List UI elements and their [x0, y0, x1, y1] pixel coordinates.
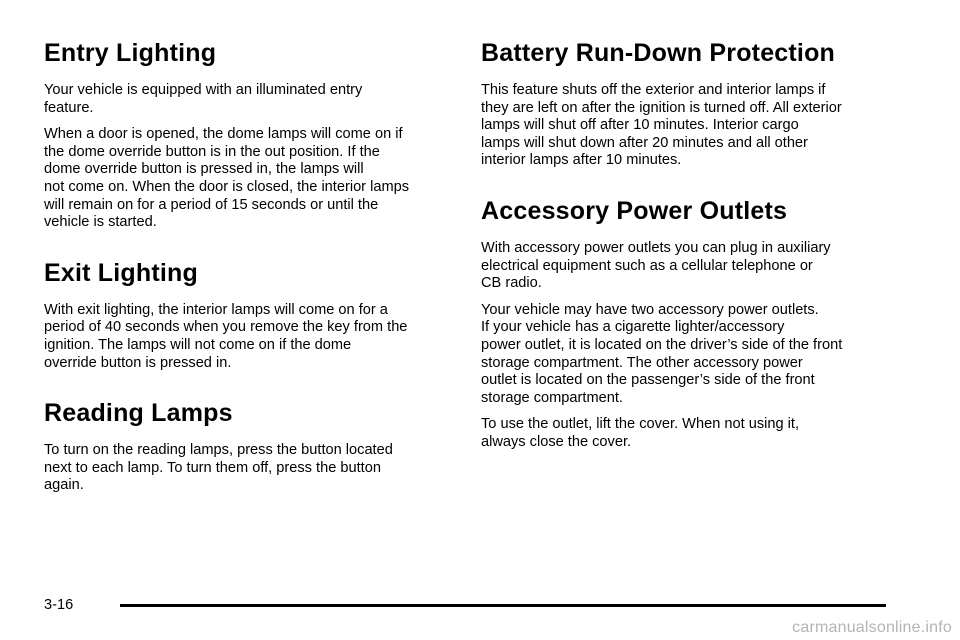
- page-footer: [44, 594, 886, 618]
- section-reading-lamps: [44, 398, 454, 495]
- page-number: 3-16: [44, 597, 74, 613]
- section-heading: Reading Lamps: [44, 399, 233, 428]
- section-entry-lighting: [44, 38, 454, 232]
- paragraph: This feature shuts off the exterior and interior lamps if they are left on after the ignition is turned off. All exterior lamps will shut off after 10 minutes. Interior cargo lamps will shut down after 20 minutes and all other interior lamps after 10 minutes.: [481, 82, 842, 169]
- section-heading: Accessory Power Outlets: [481, 196, 788, 225]
- section-heading: Exit Lighting: [44, 258, 198, 287]
- paragraph: When a door is opened, the dome lamps will come on if the dome override button is in the out position. If the dome override button is pressed in, the lamps will not come on. When the door is closed, the interior lamps will remain on for a period of 15 seconds or until the vehicle is started.: [44, 126, 410, 231]
- section-accessory-power-outlets: [481, 196, 901, 452]
- section-heading: Entry Lighting: [44, 39, 217, 67]
- right-column: [481, 38, 901, 461]
- watermark: carmanualsonline.info: [792, 619, 952, 636]
- section-battery-run-down-protection: [481, 38, 901, 170]
- paragraph: To use the outlet, lift the cover. When not using it, always close the cover.: [481, 416, 799, 450]
- left-column: [44, 38, 454, 504]
- paragraph: With exit lighting, the interior lamps will come on for a period of 40 seconds when you remove the key from the ignition. The lamps will not come on if the dome override button is pressed in.: [44, 301, 408, 371]
- paragraph: Your vehicle may have two accessory power outlets. If your vehicle has a cigarette lighter/accessory power outlet, it is located on the driver’s side of the front storage compartment. The other accessory power outlet is located on the passenger’s side of the front storage compartment.: [481, 301, 843, 406]
- paragraph: Your vehicle is equipped with an illuminated entry feature.: [44, 82, 363, 116]
- section-exit-lighting: [44, 258, 454, 372]
- section-heading: Battery Run-Down Protection: [481, 39, 836, 67]
- footer-rule: [120, 604, 886, 607]
- paragraph: With accessory power outlets you can plug in auxiliary electrical equipment such as a cellular telephone or CB radio.: [481, 239, 831, 292]
- paragraph: To turn on the reading lamps, press the button located next to each lamp. To turn them off, press the button again.: [44, 442, 393, 494]
